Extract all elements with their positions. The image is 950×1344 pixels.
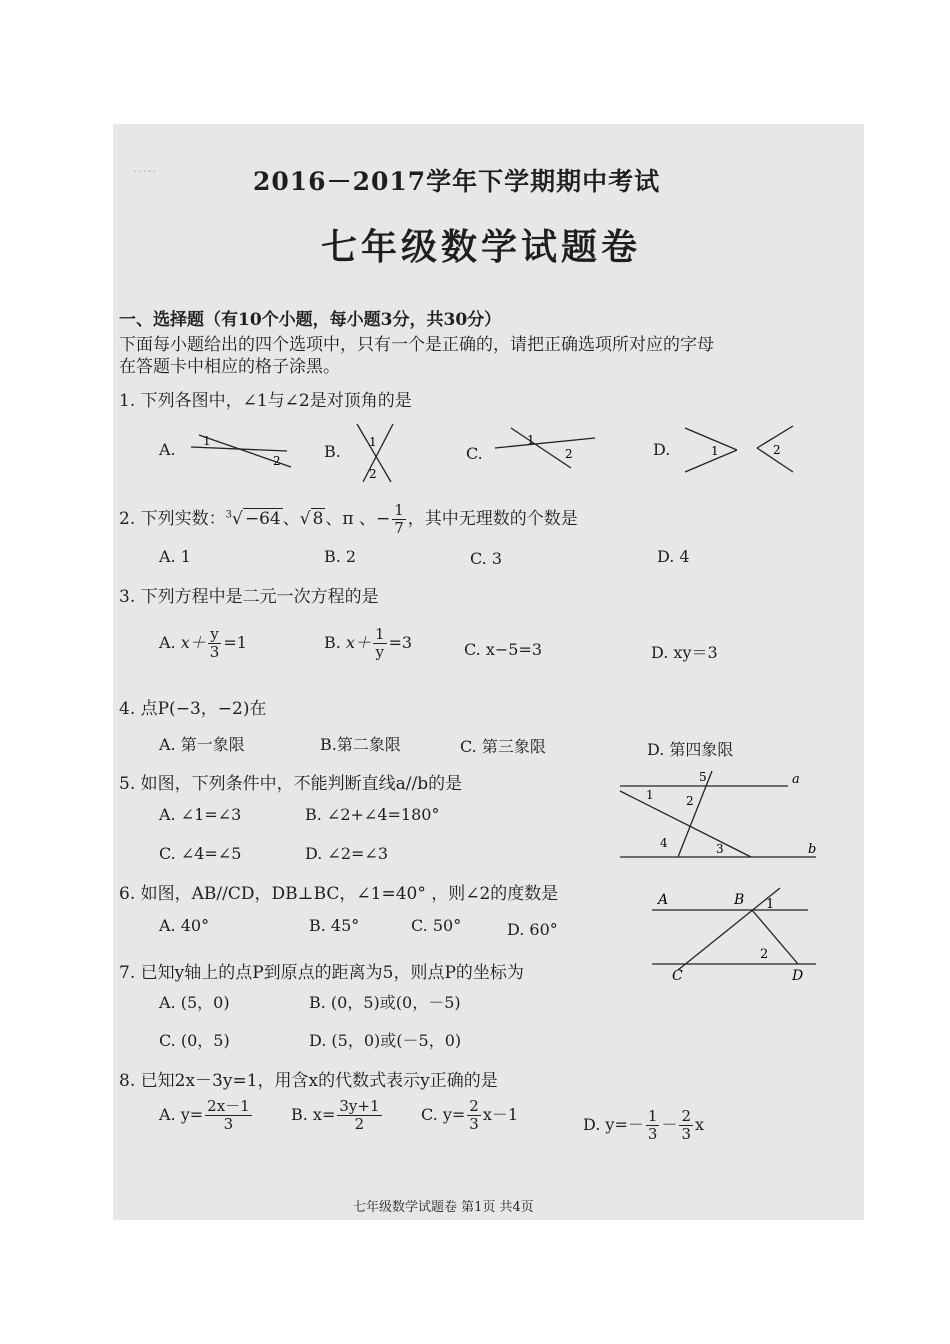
q8-option-a: A. y= $\frac{2x-1}{3}$ [159,1097,250,1133]
svg-text:D: D [792,968,804,984]
q6-option-d: D. 60° [507,920,558,939]
svg-text:1: 1 [369,435,377,449]
q1-a-label-2: 2 [273,454,281,468]
q5-option-b: B. ∠2+∠4=180° [305,805,440,824]
q7-option-c: C. (0，5) [159,1031,230,1050]
q6-option-a: A. 40° [159,916,210,935]
q5-option-d: D. ∠2=∠3 [305,844,389,863]
instruction-line: 下面每小题给出的四个选项中，只有一个是正确的，请把正确选项所对应的字母 [119,335,714,355]
svg-text:2: 2 [686,794,694,808]
q2-option-b: B. 2 [324,547,357,566]
q1-option-c: C. [466,444,483,463]
bleed-through-text: ····· [133,162,157,180]
svg-text:b: b [808,842,817,857]
q8-option-b: B. x= $\frac{3y+1}{2}$ [291,1097,380,1133]
question-4-stem: 4. 点P(−3，−2)在 [119,699,267,719]
q6-figure [648,886,828,986]
q1-option-a: A. [159,440,176,459]
question-2-stem: 2. 下列实数：$^3$√ −64 、√ 8 、π 、− $\frac{1}{7}$ ，其中无理数的个数是 [119,501,578,537]
question-1-stem: 1. 下列各图中，∠1与∠2是对顶角的是 [119,391,412,411]
svg-text:3: 3 [716,842,724,856]
svg-text:4: 4 [660,836,668,850]
q7-option-b: B. (0，5)或(0，－5) [309,993,461,1012]
q3-option-b: B. x＋ $\frac{1}{y}$ =3 [324,625,413,661]
exam-page [113,124,864,1220]
q4-option-d: D. 第四象限 [647,740,734,759]
exam-title: 2016－2017学年下学期期中考试 [253,167,661,196]
q3-option-d: D. xy＝3 [651,643,718,662]
svg-text:2: 2 [760,947,769,962]
svg-text:a: a [792,772,800,787]
svg-text:1: 1 [646,788,654,802]
q2-option-d: D. 4 [657,547,690,566]
q1-figure-d [681,422,801,476]
svg-text:2: 2 [565,447,573,461]
q6-option-b: B. 45° [309,916,360,935]
svg-text:1: 1 [527,433,535,447]
question-3-stem: 3. 下列方程中是二元一次方程的是 [119,587,379,607]
q2-option-c: C. 3 [470,549,503,568]
page-footer: 七年级数学试题卷 第1页 共4页 [353,1200,534,1215]
q7-option-d: D. (5，0)或(－5，0) [309,1031,462,1050]
q6-option-c: C. 50° [411,916,462,935]
q8-option-d: D. y=－ $\frac{1}{3}$ － $\frac{2}{3}$ x [583,1107,705,1143]
q1-option-d: D. [653,440,671,459]
q5-option-c: C. ∠4=∠5 [159,844,242,863]
svg-text:1: 1 [766,897,775,912]
q4-option-a: A. 第一象限 [159,735,245,754]
question-8-stem: 8. 已知2x－3y=1，用含x的代数式表示y正确的是 [119,1071,498,1091]
svg-text:1: 1 [711,444,719,458]
q4-option-c: C. 第三象限 [460,737,546,756]
svg-text:C: C [672,968,683,984]
q8-option-c: C. y= $\frac{2}{3}$ x－1 [421,1097,519,1133]
q1-figure-c [491,424,601,474]
q5-option-a: A. ∠1=∠3 [159,805,242,824]
q7-option-a: A. (5，0) [159,993,230,1012]
question-6-stem: 6. 如图，AB//CD，DB⊥BC，∠1=40° ，则∠2的度数是 [119,884,559,904]
question-7-stem: 7. 已知y轴上的点P到原点的距离为5，则点P的坐标为 [119,963,524,983]
svg-text:5: 5 [699,770,707,784]
q5-figure [616,769,826,864]
q1-figure-a [187,429,297,474]
svg-text:2: 2 [773,443,781,457]
q1-a-label-1: 1 [203,434,211,448]
svg-text:2: 2 [369,467,377,481]
q2-option-a: A. 1 [159,547,191,566]
svg-text:A: A [658,892,669,908]
q4-option-b: B.第二象限 [320,735,401,754]
instruction-line: 在答题卡中相应的格子涂黑。 [119,357,340,377]
q1-figure-b [353,422,403,484]
q1-option-b: B. [324,442,341,461]
q3-option-a: A. x＋ $\frac{y}{3}$ =1 [159,625,247,661]
exam-subtitle: 七年级数学试题卷 [321,226,642,268]
svg-text:B: B [734,892,745,908]
q3-option-c: C. x−5=3 [464,640,543,659]
section-heading: 一、选择题（有10个小题，每小题3分，共30分） [119,310,502,330]
question-5-stem: 5. 如图，下列条件中，不能判断直线a//b的是 [119,774,463,794]
